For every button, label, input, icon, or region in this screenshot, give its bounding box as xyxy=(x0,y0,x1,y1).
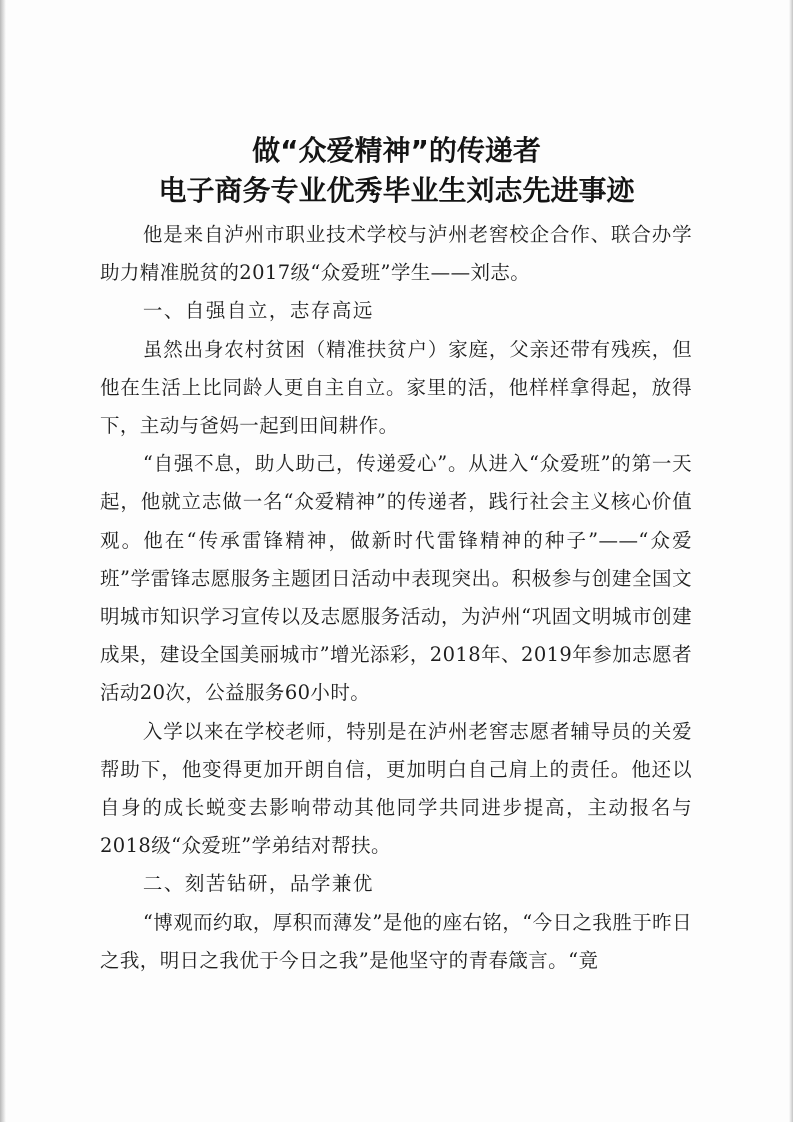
section-heading-1: 一、自强自立，志存高远 xyxy=(142,299,374,323)
paragraph-intro: 他是来自泸州市职业技术学校与泸州老窖校企合作、联合办学助力精准脱贫的2017级“众爱班”学生——刘志。 xyxy=(100,223,692,285)
section-heading-2: 二、刻苦钻研，品学兼优 xyxy=(142,872,374,896)
paragraph-family: 虽然出身农村贫困（精准扶贫户）家庭，父亲还带有残疾，但他在生活上比同龄人更自主自立。家里的活，他样样拿得起，放得下，主动与爸妈一起到田间耕作。 xyxy=(100,337,692,438)
document-title-line-1: 做“众爱精神”的传递者 xyxy=(252,134,541,167)
document-body xyxy=(100,216,692,980)
paragraph-volunteer: “自强不息，助人助己，传递爱心”。从进入“众爱班”的第一天起，他就立志做一名“众爱精神”的传递者，践行社会主义核心价值观。他在“传承雷锋精神，做新时代雷锋精神的种子”——“众爱班”学雷锋志愿服务主题团日活动中表现突出。积极参与创建全国文明城市知识学习宣传以及志愿服务活动，为泸州“巩固文明城市创建成果，建设全国美丽城市”增光添彩，2018年、2019年参加志愿者活动20次，公益服务60小时。 xyxy=(100,452,692,705)
document-title-line-2: 电子商务专业优秀毕业生刘志先进事迹 xyxy=(158,174,635,207)
paragraph-growth: 入学以来在学校老师，特别是在泸州老窖志愿者辅导员的关爱帮助下，他变得更加开朗自信，更加明白自己肩上的责任。他还以自身的成长蜕变去影响带动其他同学共同进步提高，主动报名与2018级“众爱班”学弟结对帮扶。 xyxy=(100,719,692,858)
paragraph-motto: “博观而约取，厚积而薄发”是他的座右铭，“今日之我胜于昨日之我，明日之我优于今日之我”是他坚守的青春箴言。“竟 xyxy=(100,910,692,972)
